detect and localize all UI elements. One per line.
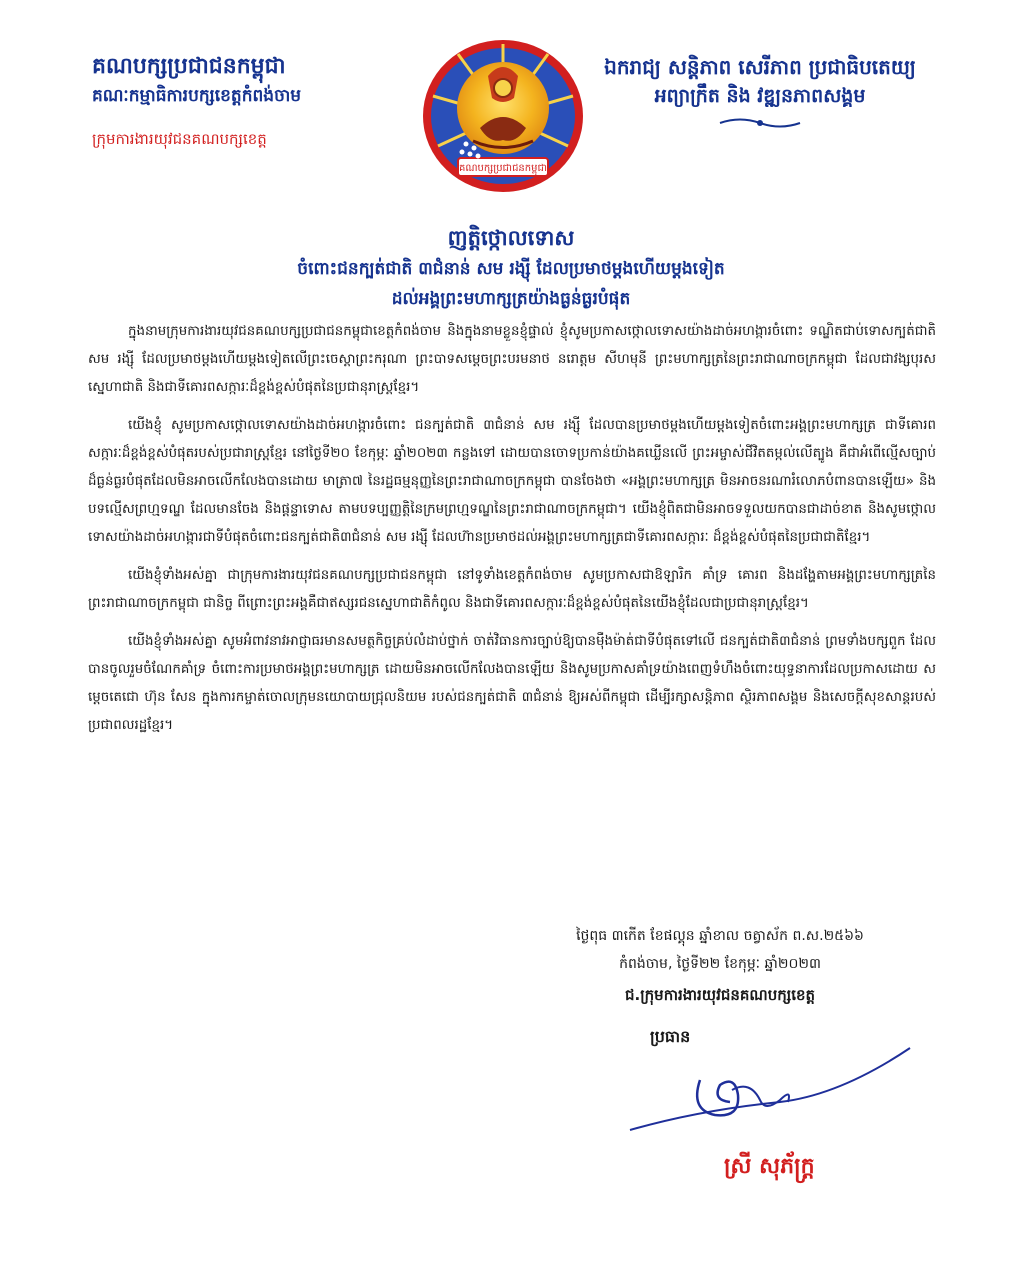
signer-position: ប្រធាន <box>650 1027 691 1046</box>
paragraph-1: ក្នុងនាមក្រុមការងារយុវជនគណបក្សប្រជាជនកម្ពុជាខេត្តកំពង់ចាម និងក្នុងនាមខ្លួនខ្ញុំផ្ទាល់ ខ្ញុំសូមប្រកាសថ្កោលទោសយ៉ាងដាច់អហង្ការចំពោះ ទណ្ឌិតជាប់ទោសក្បត់ជាតិ សម រង្ស៊ី ដែលប្រមាថម្តងហើយម្តងទៀតលើព្រះចេស្តាព្រះករុណា ព្រះបាទសម្តេចព្រះបរមនាថ នរោត្តម សីហមុនី ព្រះមហាក្សត្រនៃព្រះរាជាណាចក្រកម្ពុជា ដែលជាវង្សបុរសស្នេហាជាតិ និងជាទីគោរពសក្ការៈដ៏ខ្ពង់ខ្ពស់បំផុតនៃប្រជានុរាស្ត្រខ្មែរ។ <box>88 324 936 395</box>
signer-name: ស្រី សុភ័ក្ត្រ <box>724 1154 815 1179</box>
header-left <box>92 52 422 152</box>
paragraph-4: យើងខ្ញុំទាំងអស់គ្នា សូមអំពាវនាវអាជ្ញាធរមានសមត្ថកិច្ចគ្រប់លំដាប់ថ្នាក់ ចាត់វិធានការច្បាប់ឱ្យបានម៉ឺងម៉ាត់ជាទីបំផុតទៅលើ ជនក្បត់ជាតិ៣ជំនាន់ ព្រមទាំងបក្សពួក ដែលបានចូលរួមចំណែកគាំទ្រ ចំពោះការប្រមាថអង្គព្រះមហាក្សត្រ ដោយមិនអាចលើកលែងបានឡើយ និងសូមប្រកាសគាំទ្រយ៉ាងពេញទំហឹងចំពោះយុទ្ធនាការដែលប្រកាសដោយ សម្តេចតេជោ ហ៊ុន សែន ក្នុងការកម្ចាត់ចោលក្រុមនយោបាយជ្រុលនិយម របស់ជនក្បត់ជាតិ ៣ជំនាន់ ឱ្យអស់ពីកម្ពុជា ដើម្បីរក្សាសន្តិភាព ស្ថិរភាពសង្គម និងសេចក្តីសុខសាន្តរបស់ប្រជាពលរដ្ឋខ្មែរ។ <box>88 634 936 733</box>
document-body <box>88 318 936 750</box>
petition-subject-line2: ដល់អង្គព្រះមហាក្សត្រយ៉ាងធ្ងន់ធ្ងរបំផុត <box>391 289 631 309</box>
paragraph-2: យើងខ្ញុំ សូមប្រកាសថ្កោលទោសយ៉ាងដាច់អហង្ការចំពោះ ជនក្បត់ជាតិ ៣ជំនាន់ សម រង្ស៊ី ដែលបានប្រមាថម្តងហើយម្តងទៀតចំពោះអង្គព្រះមហាក្សត្រ ជាទីគោរពសក្ការៈដ៏ខ្ពង់ខ្ពស់បំផុតរបស់ប្រជារាស្ត្រខ្មែរ នៅថ្ងៃទី២០ ខែកុម្ភៈ ឆ្នាំ២០២៣ កន្លងទៅ ដោយបានចោទប្រកាន់យ៉ាងគឃ្លើនលើ ព្រះអម្ចាស់ជីវិតតម្កល់លើត្បូង គឺជាអំពើល្មើសច្បាប់ដ៏ធ្ងន់ធ្ងរបំផុតដែលមិនអាចលើកលែងបានដោយ មាត្រា៧ នៃរដ្ឋធម្មនុញ្ញនៃព្រះរាជាណាចក្រកម្ពុជា បានចែងថា «អង្គព្រះមហាក្សត្រ មិនអាចនរណារំលោភបំពានបានឡើយ» និង បទល្មើសព្រហ្មទណ្ឌ ដែលមានចែង និងផ្តន្ទាទោស តាមបទប្បញ្ញត្តិនៃក្រមព្រហ្មទណ្ឌនៃព្រះរាជាណាចក្រកម្ពុជា។ យើងខ្ញុំពិតជាមិនអាចទទួលយកបានជាដាច់ខាត និងសូមថ្កោលទោសយ៉ាងដាច់អហង្ការជាទីបំផុតចំពោះជនក្បត់ជាតិ៣ជំនាន់ សម រង្ស៊ី ដែលហ៊ានប្រមាថដល់អង្គព្រះមហាក្សត្រជាទីគោរពសក្ការៈ ដ៏ខ្ពង់ខ្ពស់បំផុតនៃប្រជាជាតិខ្មែរ។ <box>88 418 936 545</box>
svg-text:គណបក្សប្រជាជនកម្ពុជា: គណបក្សប្រជាជនកម្ពុជា <box>459 163 547 174</box>
national-motto-line2: អព្យាក្រឹត និង វឌ្ឍនភាពសង្គម <box>654 85 866 107</box>
document-title <box>140 222 882 314</box>
paragraph-3: យើងខ្ញុំទាំងអស់គ្នា ជាក្រុមការងារយុវជនគណបក្សប្រជាជនកម្ពុជា នៅទូទាំងខេត្តកំពង់ចាម សូមប្រកាសជាឱឡារិក គាំទ្រ គោរព និងដង្ហែតាមអង្គព្រះមហាក្សត្រនៃព្រះរាជាណាចក្រកម្ពុជា ជានិច្ច ពីព្រោះព្រះអង្គគឺជាឥស្សរជនស្នេហាជាតិកំពូល និងជាទីគោរពសក្ការៈដ៏ខ្ពង់ខ្ពស់បំផុតនៃយើងខ្ញុំដែលជាប្រជានុរាស្ត្រខ្មែរ។ <box>88 568 936 611</box>
petition-subject-line1: ចំពោះជនក្បត់ជាតិ ៣ជំនាន់ សម រង្ស៊ី ដែលប្រមាថម្តងហើយម្តងទៀត <box>297 259 725 279</box>
signing-org: ជ.ក្រុមការងារយុវជនគណបក្សខេត្ត <box>624 986 816 1004</box>
handwritten-signature-icon <box>620 1040 920 1140</box>
party-logo-icon <box>418 36 588 196</box>
date-solar: កំពង់ចាម, ថ្ងៃទី២២ ខែកុម្ភៈ ឆ្នាំ២០២៣ <box>619 956 821 972</box>
provincial-committee: គណៈកម្មាធិការបក្សខេត្តកំពង់ចាម <box>92 86 302 106</box>
header-right <box>590 52 930 130</box>
date-lunar: ថ្ងៃពុធ ៣កើត ខែផល្គុន ឆ្នាំខាល ចត្វាស័ក ព.ស.២៥៦៦ <box>576 928 864 944</box>
youth-working-group: ក្រុមការងារយុវជនគណបក្សខេត្ត <box>92 130 267 148</box>
ornament-flourish-icon <box>715 116 805 130</box>
petition-heading: ញត្តិថ្កោលទោស <box>447 226 575 250</box>
national-motto-line1: ឯករាជ្យ សន្តិភាព សេរីភាព ប្រជាធិបតេយ្យ <box>604 55 916 79</box>
party-name: គណបក្សប្រជាជនកម្ពុជា <box>92 54 286 79</box>
signature-block <box>500 922 940 1046</box>
